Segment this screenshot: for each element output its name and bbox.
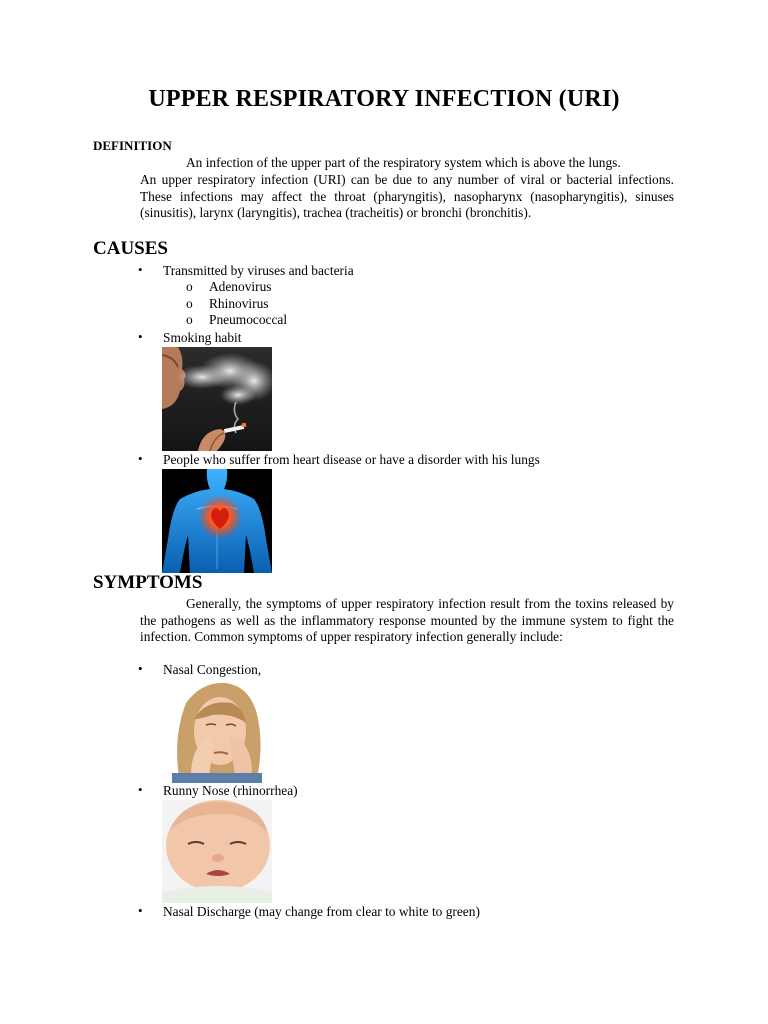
bullet-icon: • — [138, 782, 143, 797]
sub-bullet-icon: o — [186, 312, 193, 327]
list-item-text: Transmitted by viruses and bacteria — [163, 263, 354, 278]
sub-list-item-text: Rhinovirus — [209, 296, 269, 311]
bullet-icon: • — [138, 451, 143, 466]
list-item-text: Nasal Discharge (may change from clear to white to green) — [163, 904, 480, 919]
woman-sinus-pain-photo — [162, 679, 272, 783]
definition-heading: DEFINITION — [93, 138, 172, 153]
smoking-photo — [162, 347, 272, 451]
bullet-icon: • — [138, 903, 143, 918]
list-item-text: People who suffer from heart disease or have a disorder with his lungs — [163, 452, 540, 467]
bullet-icon: • — [138, 661, 143, 676]
heart-body-illustration — [162, 469, 272, 573]
crying-baby-photo — [162, 800, 272, 903]
bullet-icon: • — [138, 329, 143, 344]
page-title: UPPER RESPIRATORY INFECTION (URI) — [148, 86, 620, 112]
sub-list-item-text: Adenovirus — [209, 279, 272, 294]
list-item-text: Smoking habit — [163, 330, 242, 345]
sub-bullet-icon: o — [186, 296, 193, 311]
definition-body: An upper respiratory infection (URI) can be due to any number of viral or bacterial infections. These infections may affect the throat (pharyngitis), nasopharynx (nasopharyngitis), sinuses (sinusitis), larynx (laryngitis), trachea (tracheitis) or bronchi (bronchitis). — [140, 172, 674, 221]
list-item-text: Runny Nose (rhinorrhea) — [163, 783, 298, 798]
bullet-icon: • — [138, 262, 143, 277]
symptoms-heading: SYMPTOMS — [93, 572, 203, 593]
list-item-text: Nasal Congestion, — [163, 662, 262, 677]
definition-line: An infection of the upper part of the respiratory system which is above the lungs. — [186, 155, 621, 170]
sub-list-item-text: Pneumococcal — [209, 312, 288, 327]
causes-heading: CAUSES — [93, 238, 168, 259]
symptoms-intro: Generally, the symptoms of upper respiratory infection result from the toxins released by the pathogens as well as the inflammatory response mounted by the immune system to fight the infection. Common symptoms of upper respiratory infection generally include: — [140, 596, 674, 645]
sub-bullet-icon: o — [186, 279, 193, 294]
